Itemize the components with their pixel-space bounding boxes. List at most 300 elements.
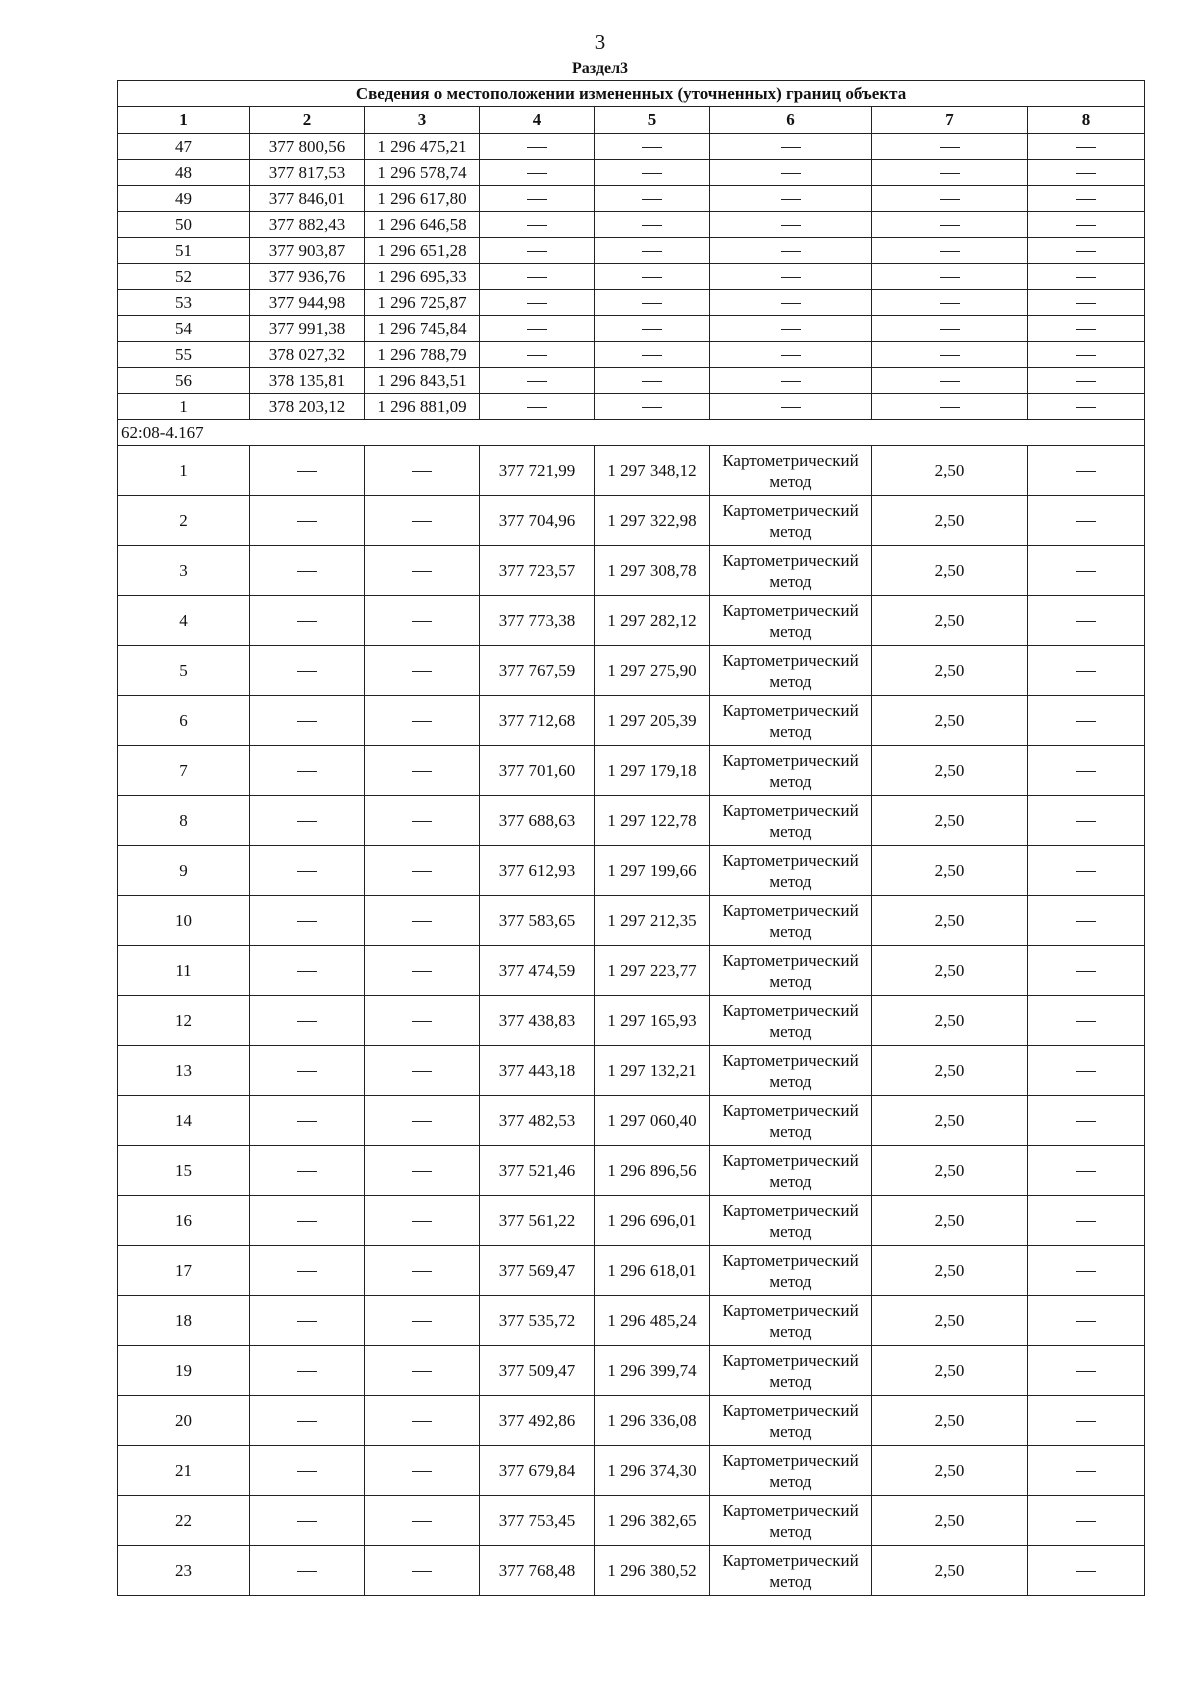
coord-y: 1 296 788,79 (365, 342, 480, 368)
coord-x: 377 817,53 (250, 160, 365, 186)
method-cell: Картометрический метод (710, 1496, 872, 1546)
dash-mark (527, 303, 547, 304)
point-number: 18 (118, 1296, 250, 1346)
empty-cell (1028, 596, 1145, 646)
coord-y: 1 296 745,84 (365, 316, 480, 342)
table-row (118, 1246, 1145, 1296)
dash-mark (412, 521, 432, 522)
coord-y: 1 297 275,90 (595, 646, 710, 696)
empty-cell (710, 134, 872, 160)
point-number: 2 (118, 496, 250, 546)
coord-x: 377 936,76 (250, 264, 365, 290)
empty-cell (595, 160, 710, 186)
accuracy-cell: 2,50 (872, 446, 1028, 496)
empty-cell (365, 1496, 480, 1546)
coord-y: 1 297 060,40 (595, 1096, 710, 1146)
dash-mark (412, 1321, 432, 1322)
coord-y: 1 296 646,58 (365, 212, 480, 238)
empty-cell (1028, 1196, 1145, 1246)
empty-cell (250, 1196, 365, 1246)
accuracy-cell: 2,50 (872, 646, 1028, 696)
point-number: 56 (118, 368, 250, 394)
table-row (118, 316, 1145, 342)
empty-cell (480, 342, 595, 368)
empty-cell (1028, 368, 1145, 394)
dash-mark (527, 199, 547, 200)
method-cell: Картометрический метод (710, 1446, 872, 1496)
point-number: 12 (118, 996, 250, 1046)
dash-mark (297, 771, 317, 772)
point-number: 13 (118, 1046, 250, 1096)
coord-y: 1 297 199,66 (595, 846, 710, 896)
dash-mark (940, 355, 960, 356)
point-number: 54 (118, 316, 250, 342)
empty-cell (480, 290, 595, 316)
dash-mark (1076, 277, 1096, 278)
accuracy-cell: 2,50 (872, 996, 1028, 1046)
accuracy-cell: 2,50 (872, 546, 1028, 596)
dash-mark (297, 921, 317, 922)
dash-mark (297, 471, 317, 472)
coord-x: 377 482,53 (480, 1096, 595, 1146)
dash-mark (527, 329, 547, 330)
coord-x: 377 443,18 (480, 1046, 595, 1096)
dash-mark (781, 173, 801, 174)
dash-mark (781, 199, 801, 200)
empty-cell (1028, 496, 1145, 546)
dash-mark (527, 173, 547, 174)
coord-x: 377 474,59 (480, 946, 595, 996)
dash-mark (1076, 971, 1096, 972)
empty-cell (872, 160, 1028, 186)
point-number: 47 (118, 134, 250, 160)
accuracy-cell: 2,50 (872, 1296, 1028, 1346)
method-cell: Картометрический метод (710, 1046, 872, 1096)
dash-mark (1076, 147, 1096, 148)
coord-x: 377 492,86 (480, 1396, 595, 1446)
method-cell: Картометрический метод (710, 1296, 872, 1346)
point-number: 1 (118, 446, 250, 496)
coord-y: 1 297 308,78 (595, 546, 710, 596)
dash-mark (940, 225, 960, 226)
empty-cell (250, 746, 365, 796)
method-cell: Картометрический метод (710, 946, 872, 996)
page-number: 3 (594, 30, 606, 54)
dash-mark (1076, 671, 1096, 672)
coord-y: 1 296 651,28 (365, 238, 480, 264)
coord-x: 377 438,83 (480, 996, 595, 1046)
empty-cell (710, 368, 872, 394)
empty-cell (365, 796, 480, 846)
empty-cell (365, 1446, 480, 1496)
empty-cell (1028, 1146, 1145, 1196)
subheading-row (118, 420, 1145, 446)
dash-mark (412, 1221, 432, 1222)
dash-mark (412, 1471, 432, 1472)
dash-mark (642, 251, 662, 252)
empty-cell (365, 996, 480, 1046)
coord-y: 1 297 223,77 (595, 946, 710, 996)
method-cell: Картометрический метод (710, 696, 872, 746)
empty-cell (480, 394, 595, 420)
column-header: 8 (1028, 107, 1145, 134)
empty-cell (1028, 446, 1145, 496)
empty-cell (872, 316, 1028, 342)
accuracy-cell: 2,50 (872, 1546, 1028, 1596)
table-row (118, 134, 1145, 160)
dash-mark (940, 251, 960, 252)
coord-x: 377 882,43 (250, 212, 365, 238)
empty-cell (595, 368, 710, 394)
dash-mark (297, 1521, 317, 1522)
empty-cell (250, 1396, 365, 1446)
accuracy-cell: 2,50 (872, 1146, 1028, 1196)
empty-cell (250, 1146, 365, 1196)
table-row (118, 1196, 1145, 1246)
coord-x: 378 135,81 (250, 368, 365, 394)
empty-cell (480, 368, 595, 394)
dash-mark (412, 721, 432, 722)
empty-cell (250, 496, 365, 546)
dash-mark (940, 147, 960, 148)
table-caption: Сведения о местоположении измененных (уточненных) границ объекта (118, 81, 1145, 107)
empty-cell (365, 1546, 480, 1596)
empty-cell (365, 946, 480, 996)
empty-cell (250, 596, 365, 646)
dash-mark (940, 303, 960, 304)
dash-mark (412, 1171, 432, 1172)
empty-cell (1028, 316, 1145, 342)
empty-cell (250, 1546, 365, 1596)
empty-cell (872, 186, 1028, 212)
dash-mark (297, 721, 317, 722)
empty-cell (365, 1346, 480, 1396)
dash-mark (297, 571, 317, 572)
empty-cell (595, 290, 710, 316)
empty-cell (595, 342, 710, 368)
table-row (118, 546, 1145, 596)
accuracy-cell: 2,50 (872, 746, 1028, 796)
dash-mark (940, 173, 960, 174)
dash-mark (1076, 1171, 1096, 1172)
dash-mark (297, 671, 317, 672)
empty-cell (1028, 996, 1145, 1046)
empty-cell (1028, 1496, 1145, 1546)
dash-mark (1076, 521, 1096, 522)
empty-cell (480, 316, 595, 342)
method-cell: Картометрический метод (710, 1346, 872, 1396)
coord-x: 377 535,72 (480, 1296, 595, 1346)
method-cell: Картометрический метод (710, 896, 872, 946)
coord-x: 377 773,38 (480, 596, 595, 646)
method-cell: Картометрический метод (710, 1096, 872, 1146)
empty-cell (480, 212, 595, 238)
empty-cell (250, 846, 365, 896)
header-row (118, 107, 1145, 134)
point-number: 3 (118, 546, 250, 596)
column-header: 6 (710, 107, 872, 134)
dash-mark (412, 1021, 432, 1022)
empty-cell (595, 212, 710, 238)
accuracy-cell: 2,50 (872, 1446, 1028, 1496)
point-number: 7 (118, 746, 250, 796)
dash-mark (781, 303, 801, 304)
method-cell: Картометрический метод (710, 496, 872, 546)
empty-cell (365, 596, 480, 646)
empty-cell (250, 696, 365, 746)
dash-mark (412, 1371, 432, 1372)
accuracy-cell: 2,50 (872, 796, 1028, 846)
dash-mark (1076, 1421, 1096, 1422)
empty-cell (365, 1246, 480, 1296)
dash-mark (297, 1271, 317, 1272)
table-row (118, 1346, 1145, 1396)
column-header: 1 (118, 107, 250, 134)
table-row (118, 1546, 1145, 1596)
empty-cell (365, 646, 480, 696)
empty-cell (872, 394, 1028, 420)
point-number: 23 (118, 1546, 250, 1596)
point-number: 55 (118, 342, 250, 368)
empty-cell (872, 264, 1028, 290)
coord-x: 377 846,01 (250, 186, 365, 212)
point-number: 50 (118, 212, 250, 238)
empty-cell (710, 342, 872, 368)
point-number: 48 (118, 160, 250, 186)
dash-mark (297, 1121, 317, 1122)
empty-cell (250, 1346, 365, 1396)
method-cell: Картометрический метод (710, 596, 872, 646)
dash-mark (1076, 1271, 1096, 1272)
table-row (118, 596, 1145, 646)
empty-cell (365, 1196, 480, 1246)
empty-cell (250, 796, 365, 846)
empty-cell (250, 646, 365, 696)
empty-cell (250, 996, 365, 1046)
coord-x: 377 509,47 (480, 1346, 595, 1396)
point-number: 11 (118, 946, 250, 996)
dash-mark (412, 871, 432, 872)
empty-cell (1028, 1246, 1145, 1296)
coord-x: 378 203,12 (250, 394, 365, 420)
method-cell: Картометрический метод (710, 1546, 872, 1596)
dash-mark (412, 1121, 432, 1122)
dash-mark (1076, 1571, 1096, 1572)
point-number: 51 (118, 238, 250, 264)
empty-cell (250, 1296, 365, 1346)
empty-cell (595, 264, 710, 290)
dash-mark (527, 381, 547, 382)
dash-mark (1076, 407, 1096, 408)
empty-cell (365, 1296, 480, 1346)
dash-mark (527, 407, 547, 408)
accuracy-cell: 2,50 (872, 1396, 1028, 1446)
empty-cell (480, 134, 595, 160)
cadastral-subheading: 62:08-4.167 (118, 420, 1145, 446)
table-row (118, 1096, 1145, 1146)
point-number: 49 (118, 186, 250, 212)
coord-x: 377 569,47 (480, 1246, 595, 1296)
dash-mark (940, 407, 960, 408)
point-number: 8 (118, 796, 250, 846)
coord-y: 1 296 896,56 (595, 1146, 710, 1196)
dash-mark (412, 771, 432, 772)
column-header: 7 (872, 107, 1028, 134)
empty-cell (480, 160, 595, 186)
empty-cell (1028, 290, 1145, 316)
coord-y: 1 296 881,09 (365, 394, 480, 420)
empty-cell (480, 186, 595, 212)
method-cell: Картометрический метод (710, 846, 872, 896)
table-row (118, 394, 1145, 420)
dash-mark (297, 871, 317, 872)
dash-mark (781, 355, 801, 356)
dash-mark (412, 1271, 432, 1272)
empty-cell (1028, 546, 1145, 596)
empty-cell (1028, 896, 1145, 946)
empty-cell (710, 316, 872, 342)
method-cell: Картометрический метод (710, 646, 872, 696)
method-cell: Картометрический метод (710, 1396, 872, 1446)
accuracy-cell: 2,50 (872, 1346, 1028, 1396)
dash-mark (940, 277, 960, 278)
empty-cell (1028, 1446, 1145, 1496)
method-cell: Картометрический метод (710, 796, 872, 846)
point-number: 53 (118, 290, 250, 316)
empty-cell (365, 746, 480, 796)
coord-x: 377 991,38 (250, 316, 365, 342)
empty-cell (595, 238, 710, 264)
point-number: 20 (118, 1396, 250, 1446)
empty-cell (710, 212, 872, 238)
coord-x: 377 704,96 (480, 496, 595, 546)
empty-cell (250, 1496, 365, 1546)
table-row (118, 1146, 1145, 1196)
section-title: Раздел3 (571, 60, 629, 77)
empty-cell (1028, 264, 1145, 290)
accuracy-cell: 2,50 (872, 696, 1028, 746)
empty-cell (1028, 796, 1145, 846)
point-number: 15 (118, 1146, 250, 1196)
dash-mark (642, 381, 662, 382)
empty-cell (250, 1446, 365, 1496)
column-header: 3 (365, 107, 480, 134)
dash-mark (1076, 1321, 1096, 1322)
empty-cell (595, 394, 710, 420)
dash-mark (412, 671, 432, 672)
empty-cell (872, 368, 1028, 394)
table-row (118, 290, 1145, 316)
empty-cell (872, 134, 1028, 160)
coord-y: 1 296 380,52 (595, 1546, 710, 1596)
empty-cell (1028, 846, 1145, 896)
empty-cell (595, 134, 710, 160)
dash-mark (1076, 329, 1096, 330)
empty-cell (1028, 342, 1145, 368)
coord-y: 1 296 617,80 (365, 186, 480, 212)
dash-mark (940, 329, 960, 330)
table-row (118, 1396, 1145, 1446)
dash-mark (527, 355, 547, 356)
dash-mark (412, 1521, 432, 1522)
table-row (118, 496, 1145, 546)
coord-y: 1 297 348,12 (595, 446, 710, 496)
dash-mark (1076, 471, 1096, 472)
coord-y: 1 297 165,93 (595, 996, 710, 1046)
coord-y: 1 297 282,12 (595, 596, 710, 646)
table-row (118, 342, 1145, 368)
empty-cell (1028, 1296, 1145, 1346)
coord-x: 377 521,46 (480, 1146, 595, 1196)
coord-y: 1 296 399,74 (595, 1346, 710, 1396)
coord-y: 1 296 475,21 (365, 134, 480, 160)
dash-mark (1076, 771, 1096, 772)
accuracy-cell: 2,50 (872, 1096, 1028, 1146)
dash-mark (940, 199, 960, 200)
empty-cell (1028, 160, 1145, 186)
dash-mark (297, 521, 317, 522)
dash-mark (642, 225, 662, 226)
coord-y: 1 296 696,01 (595, 1196, 710, 1246)
empty-cell (1028, 1546, 1145, 1596)
accuracy-cell: 2,50 (872, 596, 1028, 646)
empty-cell (1028, 1396, 1145, 1446)
coord-y: 1 297 122,78 (595, 796, 710, 846)
table-row (118, 212, 1145, 238)
dash-mark (1076, 1521, 1096, 1522)
method-cell: Картометрический метод (710, 446, 872, 496)
table-row (118, 160, 1145, 186)
coord-x: 377 753,45 (480, 1496, 595, 1546)
empty-cell (1028, 646, 1145, 696)
empty-cell (250, 1046, 365, 1096)
dash-mark (412, 1071, 432, 1072)
dash-mark (1076, 1221, 1096, 1222)
empty-cell (250, 946, 365, 996)
empty-cell (250, 446, 365, 496)
column-header: 2 (250, 107, 365, 134)
table-row (118, 646, 1145, 696)
table-row (118, 796, 1145, 846)
coord-y: 1 297 179,18 (595, 746, 710, 796)
coord-x: 377 712,68 (480, 696, 595, 746)
dash-mark (297, 821, 317, 822)
table-row (118, 896, 1145, 946)
empty-cell (1028, 186, 1145, 212)
coord-x: 377 561,22 (480, 1196, 595, 1246)
dash-mark (1076, 225, 1096, 226)
point-number: 10 (118, 896, 250, 946)
empty-cell (710, 264, 872, 290)
dash-mark (412, 621, 432, 622)
dash-mark (642, 173, 662, 174)
empty-cell (480, 238, 595, 264)
empty-cell (365, 446, 480, 496)
dash-mark (1076, 173, 1096, 174)
column-header: 4 (480, 107, 595, 134)
dash-mark (412, 1421, 432, 1422)
dash-mark (1076, 721, 1096, 722)
dash-mark (1076, 921, 1096, 922)
table-row (118, 696, 1145, 746)
dash-mark (527, 225, 547, 226)
empty-cell (365, 1396, 480, 1446)
point-number: 5 (118, 646, 250, 696)
coord-y: 1 296 725,87 (365, 290, 480, 316)
dash-mark (781, 407, 801, 408)
empty-cell (365, 546, 480, 596)
coordinates-table (117, 80, 1145, 1596)
